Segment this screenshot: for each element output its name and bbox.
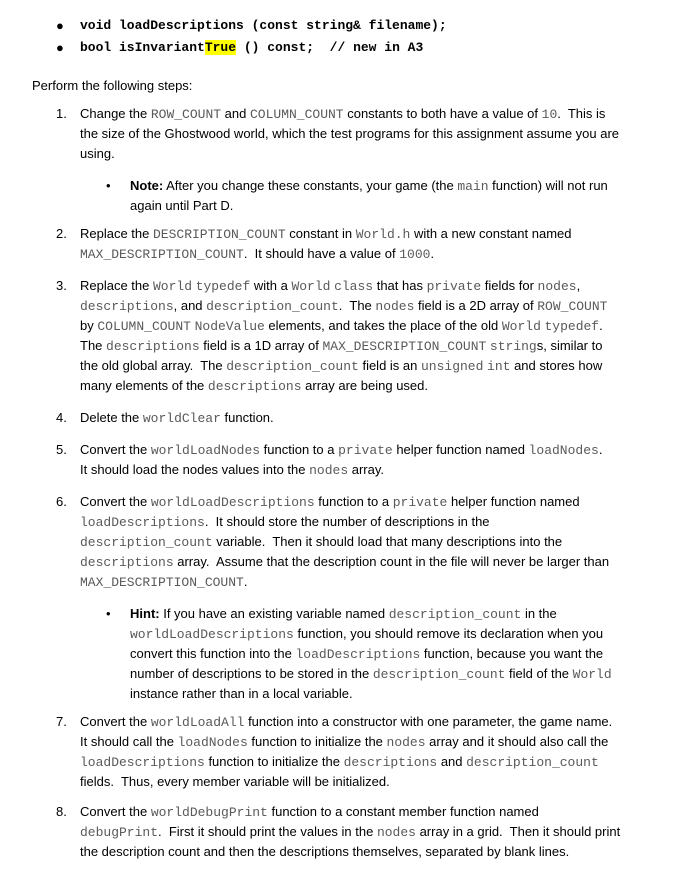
step-line bbox=[80, 124, 619, 144]
text: in the bbox=[521, 606, 557, 621]
step-number: 3. bbox=[56, 278, 67, 293]
text: using. bbox=[80, 146, 115, 161]
code-text: loadNodes bbox=[177, 735, 248, 750]
text: . It should store the number of descriptions in the bbox=[204, 514, 490, 529]
step-line bbox=[80, 492, 580, 513]
text: Replace the bbox=[80, 226, 153, 241]
code-text: private bbox=[338, 443, 393, 458]
text: again until Part D. bbox=[130, 198, 234, 213]
text: field is an bbox=[358, 358, 421, 373]
text: . bbox=[599, 318, 603, 333]
text: constants to both have a value of bbox=[343, 106, 542, 121]
text: It should call the bbox=[80, 734, 178, 749]
step-line bbox=[80, 376, 428, 397]
step-line bbox=[80, 104, 605, 125]
code-text: 10 bbox=[541, 107, 558, 122]
step-line bbox=[80, 408, 274, 429]
note-line bbox=[130, 684, 353, 704]
step-line bbox=[80, 752, 599, 773]
step-line bbox=[80, 296, 607, 317]
code-text: nodes bbox=[376, 825, 416, 840]
text: fields. Thus, every member variable will be initialized. bbox=[80, 774, 390, 789]
text: the size of the Ghostwood world, which the test programs for this assignment assume you are bbox=[80, 126, 620, 141]
step-number: 2. bbox=[56, 226, 67, 241]
code-text: worldLoadAll bbox=[150, 715, 245, 730]
step-number: 4. bbox=[56, 410, 67, 425]
intro-text: Perform the following steps: bbox=[32, 78, 193, 93]
code-text: World bbox=[291, 279, 331, 294]
code-text: worldLoadDescriptions bbox=[150, 495, 315, 510]
code-text: World bbox=[572, 667, 612, 682]
step-line bbox=[80, 336, 602, 357]
text: elements, and takes the place of the old bbox=[264, 318, 502, 333]
step-line bbox=[80, 822, 620, 843]
step-line bbox=[80, 842, 569, 862]
text: array in a grid. Then it should print bbox=[415, 824, 621, 839]
code-text: COLUMN_COUNT bbox=[249, 107, 344, 122]
code-text: DESCRIPTION_COUNT bbox=[153, 227, 286, 242]
text: that has bbox=[373, 278, 427, 293]
text: function to a bbox=[260, 442, 339, 457]
text: s, similar to bbox=[536, 338, 603, 353]
text: by bbox=[80, 318, 98, 333]
text: instance rather than in a local variable. bbox=[130, 686, 353, 701]
step-line bbox=[80, 460, 384, 481]
code-text: descriptions bbox=[106, 339, 200, 354]
text: function to a bbox=[314, 494, 393, 509]
text: . bbox=[243, 574, 248, 589]
text: , bbox=[576, 278, 581, 293]
text: field is a 2D array of bbox=[414, 298, 538, 313]
code-text: MAX_DESCRIPTION_COUNT bbox=[80, 247, 244, 262]
step-line bbox=[80, 276, 580, 297]
text: Change the bbox=[80, 106, 151, 121]
text: function to initialize the bbox=[247, 734, 387, 749]
code-text: ROW_COUNT bbox=[150, 107, 222, 122]
step-number: 5. bbox=[56, 442, 67, 457]
text: It should load the nodes values into the bbox=[80, 462, 310, 477]
code-text: loadDescriptions bbox=[80, 515, 205, 530]
text: If you have an existing variable named bbox=[159, 606, 389, 621]
text: the description count and then the descriptions themselves, separated by blank lines. bbox=[80, 844, 570, 859]
step-line bbox=[80, 532, 562, 553]
bold-label: Note: bbox=[130, 178, 164, 193]
code-text: main bbox=[457, 179, 489, 194]
text: field is a 1D array of bbox=[199, 338, 323, 353]
code-text: ROW_COUNT bbox=[537, 299, 608, 314]
decl-load-descriptions: void loadDescriptions (const string& filename); bbox=[80, 18, 447, 33]
text: and stores how bbox=[510, 358, 603, 373]
code-text: description_count bbox=[372, 667, 506, 682]
code-text: description_count bbox=[80, 535, 213, 550]
note-line bbox=[130, 664, 612, 685]
text: array. bbox=[348, 462, 385, 477]
text: function, you should remove its declaration when you bbox=[293, 626, 604, 641]
code-text: World bbox=[501, 319, 541, 334]
text: field of the bbox=[505, 666, 573, 681]
step-number: 6. bbox=[56, 494, 67, 509]
code-text: description_count bbox=[388, 607, 522, 622]
step-line bbox=[80, 316, 603, 337]
highlighted-text: True bbox=[204, 40, 237, 55]
code-text: loadDescriptions bbox=[80, 755, 205, 770]
text: Convert the bbox=[80, 442, 151, 457]
text: function to a constant member function named bbox=[267, 804, 539, 819]
text: The bbox=[80, 338, 107, 353]
text: . It should have a value of bbox=[243, 246, 400, 261]
text: Convert the bbox=[80, 804, 151, 819]
code-text: MAX_DESCRIPTION_COUNT bbox=[322, 339, 487, 354]
text: Delete the bbox=[80, 410, 143, 425]
step-line bbox=[80, 144, 115, 164]
code-text: worldDebugPrint bbox=[150, 805, 268, 820]
step-line bbox=[80, 512, 490, 533]
code-text: 1000 bbox=[399, 247, 431, 262]
text: After you change these constants, your game (the bbox=[163, 178, 458, 193]
step-line bbox=[80, 572, 247, 593]
step-line bbox=[80, 244, 434, 265]
text: , and bbox=[173, 298, 207, 313]
bullet-icon: ● bbox=[56, 40, 64, 55]
step-line bbox=[80, 552, 609, 573]
step-line bbox=[80, 802, 539, 823]
text: helper function named bbox=[447, 494, 580, 509]
code-text: private bbox=[392, 495, 448, 510]
step-number: 1. bbox=[56, 106, 67, 121]
code-text: int bbox=[487, 359, 511, 374]
step-line bbox=[80, 732, 608, 753]
code-text: nodes bbox=[386, 735, 426, 750]
bullet-icon: • bbox=[106, 178, 111, 193]
text: Replace the bbox=[80, 278, 153, 293]
text: . This is bbox=[557, 106, 606, 121]
code-text: nodes bbox=[537, 279, 577, 294]
step-line bbox=[80, 712, 612, 733]
text: number of descriptions to be stored in the bbox=[130, 666, 373, 681]
code-text: World.h bbox=[355, 227, 411, 242]
text: function into a constructor with one parameter, the game name. bbox=[244, 714, 613, 729]
code-text: typedef bbox=[544, 319, 600, 334]
note-line bbox=[130, 624, 603, 645]
text: function, because you want the bbox=[420, 646, 604, 661]
code-text: World bbox=[153, 279, 193, 294]
step-line bbox=[80, 356, 602, 377]
note-line bbox=[130, 644, 603, 665]
code-text: descriptions bbox=[343, 755, 438, 770]
text: . bbox=[598, 442, 603, 457]
code-text: NodeValue bbox=[194, 319, 265, 334]
code-text: worldLoadNodes bbox=[150, 443, 261, 458]
code-text: string bbox=[489, 339, 537, 354]
step-number: 7. bbox=[56, 714, 67, 729]
code-text: worldClear bbox=[142, 411, 221, 426]
code-text: private bbox=[426, 279, 482, 294]
step-line bbox=[80, 440, 602, 461]
text: the old global array. The bbox=[80, 358, 227, 373]
text: function. bbox=[220, 410, 274, 425]
code-text: descriptions bbox=[80, 299, 174, 314]
code-text: nodes bbox=[309, 463, 349, 478]
step-number: 8. bbox=[56, 804, 67, 819]
bullet-icon: • bbox=[106, 606, 111, 621]
code-text: descriptions bbox=[80, 555, 174, 570]
bullet-icon: ● bbox=[56, 18, 64, 33]
code-text: description_count bbox=[226, 359, 359, 374]
step-line bbox=[80, 224, 572, 245]
text: Convert the bbox=[80, 494, 151, 509]
text: array. Assume that the description count in the file will never be larger than bbox=[173, 554, 610, 569]
text: and bbox=[437, 754, 467, 769]
code-text: loadNodes bbox=[528, 443, 599, 458]
code-text: typedef bbox=[195, 279, 251, 294]
text: . The bbox=[338, 298, 376, 313]
text: variable. Then it should load that many descriptions into the bbox=[212, 534, 563, 549]
text: . First it should print the values in the bbox=[158, 824, 377, 839]
code-text: loadDescriptions bbox=[295, 647, 421, 662]
code-text: class bbox=[334, 279, 374, 294]
text: helper function named bbox=[392, 442, 529, 457]
text: function to initialize the bbox=[204, 754, 344, 769]
code-text: nodes bbox=[375, 299, 415, 314]
text: array are being used. bbox=[301, 378, 428, 393]
text: many elements of the bbox=[80, 378, 208, 393]
code-text: worldLoadDescriptions bbox=[130, 627, 294, 642]
text: array and it should also call the bbox=[425, 734, 609, 749]
text: Convert the bbox=[80, 714, 151, 729]
text: . bbox=[430, 246, 435, 261]
text: function) will not run bbox=[488, 178, 608, 193]
code-text: unsigned bbox=[421, 359, 484, 374]
decl-is-invariant: bool isInvariantTrue () const; // new in A3 bbox=[80, 40, 424, 55]
text: convert this function into the bbox=[130, 646, 296, 661]
bold-label: Hint: bbox=[130, 606, 160, 621]
text: with a bbox=[250, 278, 292, 293]
text: constant in bbox=[285, 226, 356, 241]
note-line bbox=[130, 176, 608, 197]
step-line bbox=[80, 772, 390, 792]
text: and bbox=[221, 106, 250, 121]
code-text: description_count bbox=[466, 755, 599, 770]
code-text: description_count bbox=[206, 299, 339, 314]
note-line bbox=[130, 604, 557, 625]
text: with a new constant named bbox=[410, 226, 572, 241]
text: fields for bbox=[481, 278, 538, 293]
code-text: MAX_DESCRIPTION_COUNT bbox=[80, 575, 244, 590]
code-text: COLUMN_COUNT bbox=[97, 319, 191, 334]
code-text: descriptions bbox=[207, 379, 302, 394]
code-text: debugPrint bbox=[80, 825, 159, 840]
note-line bbox=[130, 196, 233, 216]
